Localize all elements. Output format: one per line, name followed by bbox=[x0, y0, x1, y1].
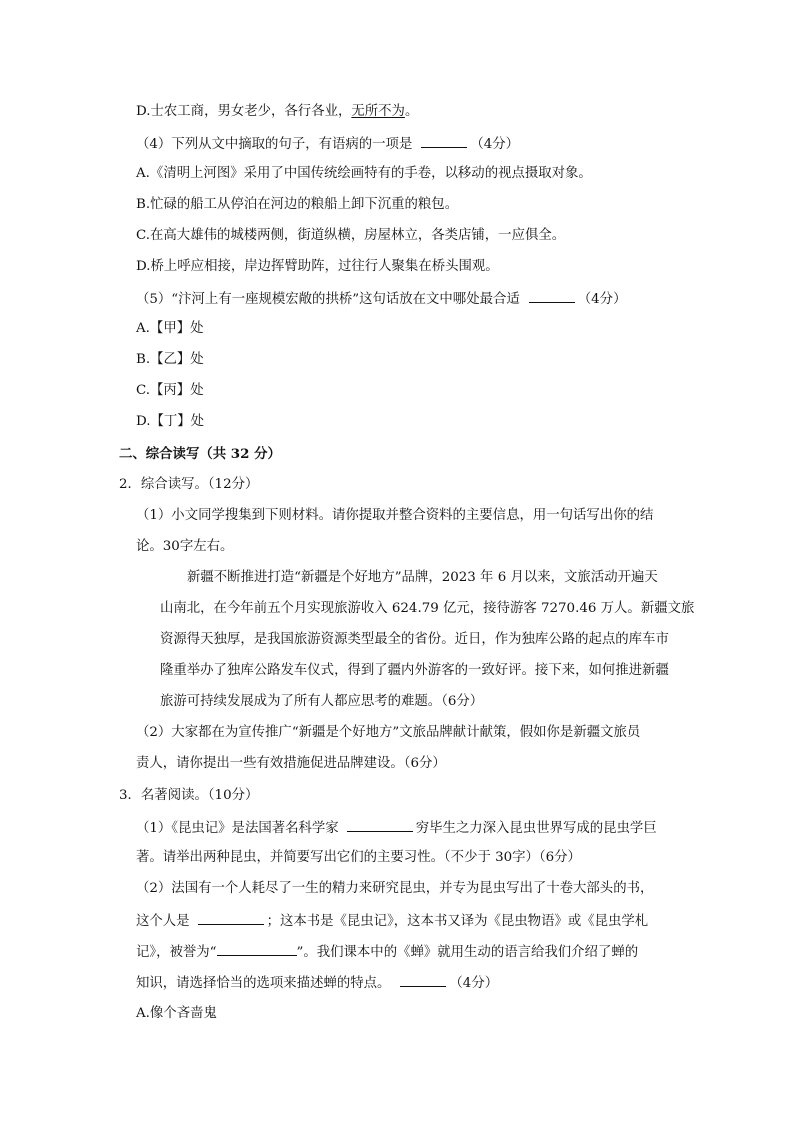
q4-option-a: A.《清明上河图》采用了中国传统绘画特有的手卷，以移动的视点摄取对象。 bbox=[136, 166, 592, 181]
q3-sub2-line2 bbox=[136, 911, 648, 931]
q2-material-line1: 新疆不断推进打造“新疆是个好地方”品牌，2023 年 6 月以来，文旅活动开遍天 bbox=[187, 570, 658, 585]
q2-sub2-line1: （2）大家都在为宣传推广“新疆是个好地方”文旅品牌献计献策，假如你是新疆文旅员 bbox=[136, 725, 641, 740]
q4-stem-text: （4）下列从文中摘取的句子，有语病的一项是 bbox=[136, 137, 413, 152]
q2-material-line4: 隆重举办了独库公路发车仪式，得到了疆内外游客的一致好评。接下来，如何推进新疆 bbox=[160, 663, 669, 678]
q4-option-c: C.在高大雄伟的城楼两侧，街道纵横，房屋林立，各类店铺，一应俱全。 bbox=[136, 228, 566, 243]
q3-sub2-l4-after: （4分） bbox=[449, 976, 499, 991]
q5-answer-blank[interactable] bbox=[529, 289, 575, 303]
q3-option-d-prefix: D.士农工商，男女老少，各行各业， bbox=[136, 104, 352, 119]
q2-title: 2．综合读写。（12分） bbox=[119, 477, 259, 492]
q3-option-d-suffix: 。 bbox=[404, 104, 419, 119]
q3-choice-blank[interactable] bbox=[400, 973, 446, 987]
q3-option-d-underlined: 无所不为 bbox=[351, 104, 405, 119]
q4-score: （4分） bbox=[470, 137, 520, 152]
q3-sub2-l3-before: 记》，被誉为“ bbox=[136, 945, 217, 960]
q3-title: 3．名著阅读。（10分） bbox=[119, 788, 259, 803]
q4-option-d: D.桥上呼应相接，岸边挥臂助阵，过往行人聚集在桥头围观。 bbox=[136, 259, 499, 274]
q3-person-blank[interactable] bbox=[198, 911, 264, 925]
q3-honor-blank[interactable] bbox=[217, 942, 297, 956]
q3-sub2-l4-before: 知识，请选择恰当的选项来描述蝉的特点。 bbox=[136, 976, 391, 991]
q3-sub1-text-after: 穷毕生之力深入昆虫世界写成的昆虫学巨 bbox=[415, 821, 657, 836]
q2-material-line2: 山南北，在今年前五个月实现旅游收入 624.79 亿元，接待游客 7270.46 万人。新疆文旅 bbox=[160, 601, 695, 616]
q5-score: （4分） bbox=[577, 292, 627, 307]
q4-stem bbox=[136, 134, 519, 154]
q2-material-line5: 旅游可持续发展成为了所有人都应思考的难题。（6分） bbox=[160, 694, 484, 709]
q3-sub2-l2-before: 这个人是 bbox=[136, 914, 190, 929]
q3-option-a: A.像个吝啬鬼 bbox=[136, 1006, 217, 1021]
q3-option-d bbox=[136, 103, 418, 121]
q3-sub2-line1: （2）法国有一个人耗尽了一生的精力来研究昆虫，并专为昆虫写出了十卷大部头的书， bbox=[136, 881, 654, 896]
q5-option-a: A.【甲】处 bbox=[136, 321, 204, 336]
q4-option-b: B.忙碌的船工从停泊在河边的粮船上卸下沉重的粮包。 bbox=[136, 197, 459, 212]
q5-stem-text: （5）“汴河上有一座规模宏敞的拱桥”这句话放在文中哪处最合适 bbox=[136, 292, 520, 307]
q3-scientist-blank[interactable] bbox=[347, 818, 413, 832]
section-two-heading: 二、综合读写（共 32 分） bbox=[119, 446, 281, 462]
q5-option-b: B.【乙】处 bbox=[136, 352, 204, 367]
q3-sub1-line1 bbox=[136, 818, 657, 838]
q2-sub1-line1: （1）小文同学搜集到下则材料。请你提取并整合资料的主要信息，用一句话写出你的结 bbox=[136, 508, 654, 523]
q3-sub1-line2: 著。请举出两种昆虫，并简要写出它们的主要习性。（不少于 30字）（6分） bbox=[136, 850, 581, 865]
q4-answer-blank[interactable] bbox=[421, 134, 467, 148]
q2-sub1-line2: 论。30字左右。 bbox=[136, 539, 234, 554]
q3-sub2-l3-after: ”。我们课本中的《蝉》就用生动的语言给我们介绍了蝉的 bbox=[296, 945, 639, 960]
q3-sub2-l2-after: ；这本书是《昆虫记》，这本书又译为《昆虫物语》或《昆虫学札 bbox=[266, 914, 649, 929]
q5-option-c: C.【丙】处 bbox=[136, 383, 204, 398]
q5-option-d: D.【丁】处 bbox=[136, 414, 205, 429]
q2-sub2-line2: 责人，请你提出一些有效措施促进品牌建设。（6分） bbox=[136, 756, 446, 771]
q3-sub1-text-before: （1）《昆虫记》是法国著名科学家 bbox=[136, 821, 339, 836]
q2-material-line3: 资源得天独厚，是我国旅游资源类型最全的省份。近日，作为独库公路的起点的库车市 bbox=[160, 632, 669, 647]
q5-stem bbox=[136, 289, 626, 309]
q3-sub2-line3 bbox=[136, 942, 638, 962]
q3-sub2-line4 bbox=[136, 973, 498, 993]
